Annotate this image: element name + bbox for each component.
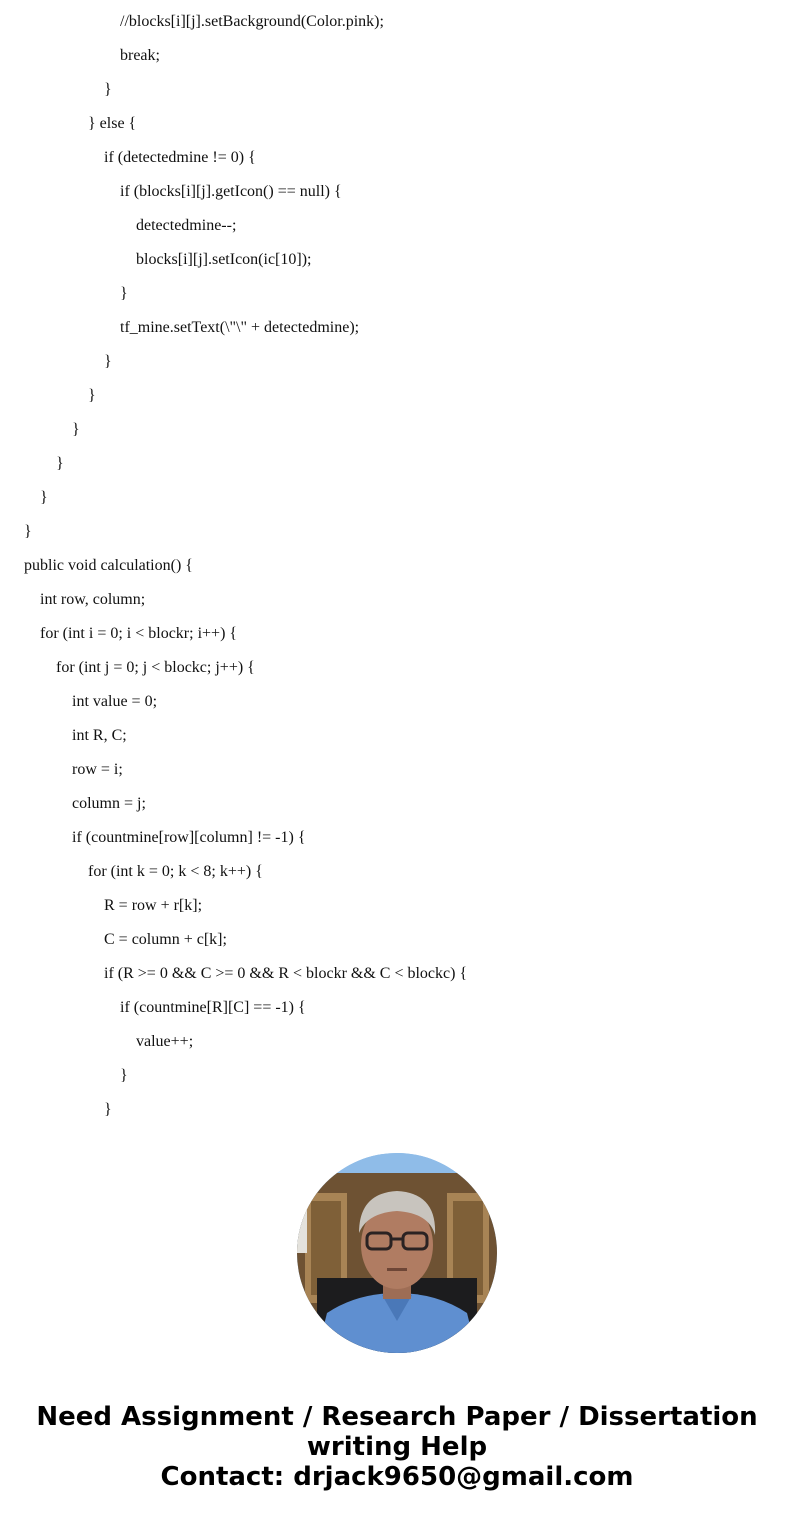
author-avatar: [297, 1153, 497, 1353]
code-line: }: [72, 421, 80, 438]
code-line: R = row + r[k];: [104, 897, 203, 914]
code-line: int R, C;: [72, 727, 127, 744]
code-line: tf_mine.setText(\"\" + detectedmine);: [120, 319, 360, 336]
code-line: break;: [120, 47, 160, 64]
code-line: }: [88, 387, 96, 404]
code-line: }: [120, 285, 128, 302]
code-line: //blocks[i][j].setBackground(Color.pink);: [120, 13, 384, 30]
code-line: public void calculation() {: [24, 557, 193, 574]
code-line: for (int k = 0; k < 8; k++) {: [88, 863, 263, 880]
code-line: if (countmine[R][C] == -1) {: [120, 999, 306, 1016]
code-line: } else {: [88, 115, 137, 132]
code-line: blocks[i][j].setIcon(ic[10]);: [136, 251, 312, 268]
code-line: }: [120, 1067, 128, 1084]
code-line: for (int i = 0; i < blockr; i++) {: [40, 625, 238, 642]
code-line: if (countmine[row][column] != -1) {: [72, 829, 306, 846]
code-line: for (int j = 0; j < blockc; j++) {: [56, 659, 255, 676]
code-line: if (detectedmine != 0) {: [104, 149, 256, 166]
code-line: int row, column;: [40, 591, 146, 608]
code-line: column = j;: [72, 795, 146, 812]
code-line: }: [40, 489, 48, 506]
code-line: value++;: [136, 1033, 194, 1050]
code-line: if (blocks[i][j].getIcon() == null) {: [120, 183, 342, 200]
contact-banner: [0, 1402, 794, 1492]
banner-subheadline: writing Help: [306, 1432, 488, 1462]
code-line: }: [104, 1101, 112, 1118]
person-photo-icon: [297, 1153, 497, 1353]
code-line: row = i;: [72, 761, 123, 778]
code-line: if (R >= 0 && C >= 0 && R < blockr && C < blockc) {: [104, 965, 468, 982]
code-line: }: [24, 523, 32, 540]
code-line: }: [104, 81, 112, 98]
code-line: detectedmine--;: [136, 217, 237, 234]
code-line: }: [104, 353, 112, 370]
code-line: int value = 0;: [72, 693, 158, 710]
banner-headline: Need Assignment / Research Paper / Dissertation: [36, 1402, 758, 1432]
banner-contact: Contact: drjack9650@gmail.com: [160, 1462, 634, 1492]
code-line: }: [56, 455, 64, 472]
code-listing: [24, 5, 467, 1127]
code-line: C = column + c[k];: [104, 931, 227, 948]
